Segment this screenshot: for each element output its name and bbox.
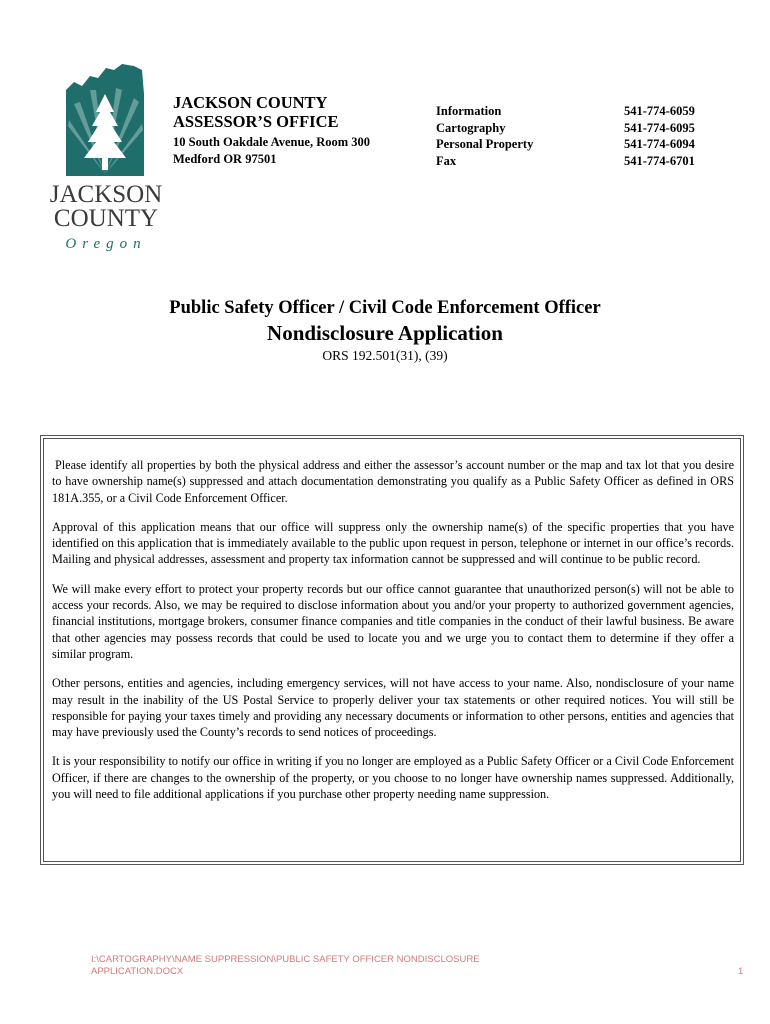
office-header [173, 94, 370, 168]
title-line2: Nondisclosure Application [267, 321, 503, 345]
contact-phone: 541-774-6094 [624, 137, 695, 151]
contact-row [436, 104, 716, 121]
contact-row [436, 137, 716, 154]
logo-text-county: COUNTY [53, 205, 159, 232]
footer-file-path: I:\CARTOGRAPHY\NAME SUPPRESSION\PUBLIC SAFETY OFFICER NONDISCLOSURE APPLICATION.DOCX [91, 954, 480, 977]
title-line1: Public Safety Officer / Civil Code Enforcement Officer [169, 298, 601, 318]
notice-content [43, 438, 741, 862]
contact-label: Cartography [436, 120, 506, 135]
contact-list [436, 104, 716, 170]
office-name-line1: JACKSON COUNTY [173, 93, 328, 112]
notice-paragraph: Other persons, entities and agencies, including emergency services, will not have access to your name. Also, nondisclosure of your name may result in the inability of the US Postal Service to properly deliver your tax statements or other required notices. You will still be responsible for paying your taxes timely and providing any necessary documents or information to other persons, entities and agencies that may have previously used the County’s records to send notices of proceedings. [52, 676, 734, 740]
logo-text-oregon: Oregon [65, 236, 147, 252]
office-name-line2: ASSESSOR’S OFFICE [173, 111, 339, 131]
footer-page-number: 1 [738, 966, 744, 977]
contact-label: Information [436, 104, 502, 118]
contact-label: Personal Property [436, 137, 534, 151]
contact-row [436, 154, 716, 171]
notice-paragraph: Please identify all properties by both the physical address and either the assessor’s account number or the map and tax lot that you desire to have ownership name(s) suppressed and attach documentation demonstrating you qualify as a Public Safety Officer as defined in ORS 181A.355, or a Civil Code Enforcement Officer. [52, 458, 734, 505]
logo-text-jackson: JACKSON [49, 181, 163, 208]
document-title [0, 298, 770, 364]
notice-paragraph: Approval of this application means that our office will suppress only the ownership name(s) of the specific properties that you have identified on this application that is immediately available to the public upon request in person, telephone or internet in our office’s records. Mailing and physical addresses, assessment and property tax information cannot be suppressed and will continue to be public record. [52, 519, 734, 567]
contact-label: Fax [436, 153, 457, 168]
notice-paragraph: We will make every effort to protect your property records but our office cannot guarantee that unauthorized person(s) will not be able to access your records. Also, we may be required to disclose information about you and/or your property to authorized government agencies, financial institutions, mortgage brokers, consumer finance companies and title companies in the conduct of their lawful business. Be aware that other agencies may possess records that could be used to locate you and we urge you to contact them to determine if they offer a similar program. [52, 581, 734, 661]
notice-box [40, 435, 744, 865]
office-address-line2: Medford OR 97501 [173, 151, 277, 166]
contact-row [436, 121, 716, 138]
office-address-line1: 10 South Oakdale Avenue, Room 300 [173, 134, 371, 149]
contact-phone: 541-774-6701 [624, 153, 695, 168]
jackson-county-logo [44, 64, 170, 260]
contact-phone: 541-774-6059 [624, 104, 695, 118]
notice-paragraph: It is your responsibility to notify our office in writing if you no longer are employed as a Public Safety Officer or a Civil Code Enforcement Officer, if there are changes to the ownership of the property, or you choose to no longer have ownership names suppressed. Additionally, you will need to file additional applications if you purchase other property needing name suppression. [52, 754, 734, 802]
contact-phone: 541-774-6095 [624, 120, 695, 135]
statute-reference: ORS 192.501(31), (39) [322, 348, 448, 363]
